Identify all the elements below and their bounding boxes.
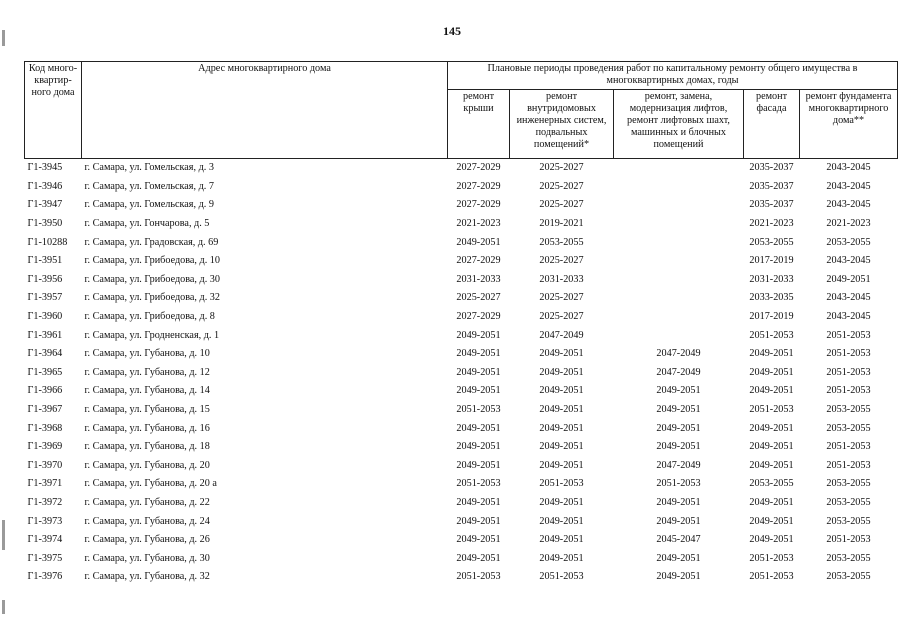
scan-edge-mark	[2, 30, 5, 46]
table-row	[25, 326, 898, 345]
cell-facade: 2053-2055	[749, 236, 794, 248]
capital-repair-table	[24, 61, 898, 587]
cell-code: Г1-3971	[27, 478, 63, 490]
cell-foundation: 2043-2045	[826, 255, 871, 267]
cell-facade: 2035-2037	[749, 180, 794, 192]
cell-foundation: 2053-2055	[826, 478, 871, 490]
cell-engineering: 2049-2051	[539, 496, 584, 508]
header-facade: ремонт фасада	[744, 90, 800, 159]
cell-foundation: 2051-2053	[826, 385, 871, 397]
cell-code: Г1-3976	[27, 571, 63, 583]
cell-lifts: 2049-2051	[656, 422, 701, 434]
table-row	[25, 438, 898, 457]
table-row	[25, 457, 898, 476]
header-code: Код много-квартир-ного дома	[25, 62, 82, 159]
cell-code: Г1-3970	[27, 459, 63, 471]
cell-foundation: 2051-2053	[826, 329, 871, 341]
cell-address: г. Самара, ул. Гомельская, д. 7	[84, 180, 214, 192]
cell-code: Г1-3972	[27, 496, 63, 508]
cell-address: г. Самара, ул. Губанова, д. 30	[84, 552, 210, 564]
cell-foundation: 2051-2053	[826, 534, 871, 546]
cell-facade: 2049-2051	[749, 422, 794, 434]
table-row	[25, 568, 898, 587]
cell-address: г. Самара, ул. Гончарова, д. 5	[84, 218, 210, 230]
cell-address: г. Самара, ул. Грибоедова, д. 10	[84, 255, 220, 267]
cell-facade: 2017-2019	[749, 311, 794, 323]
cell-roof: 2027-2029	[456, 255, 501, 267]
header-roof: ремонт крыши	[448, 90, 510, 159]
cell-engineering: 2049-2051	[539, 441, 584, 453]
cell-engineering: 2025-2027	[539, 311, 584, 323]
table-row	[25, 196, 898, 215]
cell-engineering: 2049-2051	[539, 404, 584, 416]
scan-edge-mark	[2, 600, 5, 614]
cell-lifts	[614, 196, 744, 215]
cell-address: г. Самара, ул. Градовская, д. 69	[84, 236, 219, 248]
header-periods-group: Плановые периоды проведения работ по капитальному ремонту общего имущества в многоквартирных домах, годы	[448, 62, 898, 90]
cell-address: г. Самара, ул. Губанова, д. 15	[84, 404, 210, 416]
header-lifts: ремонт, замена, модернизация лифтов, ремонт лифтовых шахт, машинных и блочных помещений	[614, 90, 744, 159]
cell-roof: 2027-2029	[456, 199, 501, 211]
cell-roof: 2025-2027	[456, 292, 501, 304]
cell-lifts	[614, 159, 744, 178]
cell-roof: 2049-2051	[456, 534, 501, 546]
cell-lifts: 2045-2047	[656, 534, 701, 546]
cell-foundation: 2053-2055	[826, 404, 871, 416]
cell-facade: 2049-2051	[749, 366, 794, 378]
cell-roof: 2049-2051	[456, 496, 501, 508]
cell-facade: 2049-2051	[749, 348, 794, 360]
cell-roof: 2049-2051	[456, 236, 501, 248]
scan-edge-mark	[2, 520, 5, 550]
cell-facade: 2033-2035	[749, 292, 794, 304]
cell-facade: 2051-2053	[749, 552, 794, 564]
cell-foundation: 2053-2055	[826, 496, 871, 508]
cell-facade: 2051-2053	[749, 571, 794, 583]
page-number: 145	[443, 24, 461, 38]
cell-address: г. Самара, ул. Губанова, д. 12	[84, 366, 210, 378]
cell-roof: 2031-2033	[456, 273, 501, 285]
cell-lifts	[614, 178, 744, 197]
cell-foundation: 2053-2055	[826, 515, 871, 527]
cell-facade: 2049-2051	[749, 534, 794, 546]
cell-lifts: 2049-2051	[656, 552, 701, 564]
cell-lifts: 2049-2051	[656, 571, 701, 583]
cell-engineering: 2025-2027	[539, 292, 584, 304]
cell-facade: 2049-2051	[749, 459, 794, 471]
cell-code: Г1-3946	[27, 180, 63, 192]
cell-code: Г1-3966	[27, 385, 63, 397]
cell-lifts: 2047-2049	[656, 459, 701, 471]
cell-foundation: 2053-2055	[826, 552, 871, 564]
cell-foundation: 2053-2055	[826, 422, 871, 434]
cell-roof: 2027-2029	[456, 162, 501, 174]
cell-engineering: 2019-2021	[539, 218, 584, 230]
table-row	[25, 178, 898, 197]
cell-engineering: 2025-2027	[539, 162, 584, 174]
cell-address: г. Самара, ул. Губанова, д. 32	[84, 571, 210, 583]
cell-foundation: 2043-2045	[826, 199, 871, 211]
table-row	[25, 494, 898, 513]
cell-foundation: 2051-2053	[826, 348, 871, 360]
cell-roof: 2049-2051	[456, 366, 501, 378]
cell-roof: 2027-2029	[456, 311, 501, 323]
cell-foundation: 2053-2055	[826, 236, 871, 248]
cell-roof: 2049-2051	[456, 459, 501, 471]
cell-address: г. Самара, ул. Гомельская, д. 9	[84, 199, 214, 211]
cell-facade: 2035-2037	[749, 199, 794, 211]
cell-facade: 2053-2055	[749, 478, 794, 490]
cell-engineering: 2031-2033	[539, 273, 584, 285]
cell-engineering: 2049-2051	[539, 459, 584, 471]
cell-roof: 2049-2051	[456, 552, 501, 564]
cell-lifts: 2049-2051	[656, 496, 701, 508]
cell-foundation: 2021-2023	[826, 218, 871, 230]
cell-code: Г1-3974	[27, 534, 63, 546]
table-row	[25, 159, 898, 178]
cell-engineering: 2047-2049	[539, 329, 584, 341]
cell-roof: 2049-2051	[456, 385, 501, 397]
cell-address: г. Самара, ул. Губанова, д. 24	[84, 515, 210, 527]
cell-code: Г1-3975	[27, 552, 63, 564]
table-row	[25, 419, 898, 438]
cell-address: г. Самара, ул. Грибоедова, д. 30	[84, 273, 220, 285]
cell-foundation: 2051-2053	[826, 441, 871, 453]
cell-lifts	[614, 252, 744, 271]
cell-code: Г1-3950	[27, 218, 63, 230]
cell-code: Г1-3969	[27, 441, 63, 453]
cell-engineering: 2053-2055	[539, 236, 584, 248]
cell-engineering: 2049-2051	[539, 515, 584, 527]
table-row	[25, 233, 898, 252]
cell-code: Г1-3961	[27, 329, 63, 341]
cell-roof: 2049-2051	[456, 329, 501, 341]
cell-facade: 2049-2051	[749, 515, 794, 527]
cell-lifts	[614, 271, 744, 290]
cell-engineering: 2025-2027	[539, 199, 584, 211]
cell-facade: 2017-2019	[749, 255, 794, 267]
cell-lifts: 2051-2053	[656, 478, 701, 490]
cell-address: г. Самара, ул. Губанова, д. 22	[84, 496, 210, 508]
cell-roof: 2021-2023	[456, 218, 501, 230]
cell-code: Г1-3945	[27, 162, 63, 174]
table-row	[25, 215, 898, 234]
cell-lifts	[614, 215, 744, 234]
cell-facade: 2049-2051	[749, 441, 794, 453]
table-row	[25, 531, 898, 550]
cell-engineering: 2051-2053	[539, 478, 584, 490]
cell-facade: 2021-2023	[749, 218, 794, 230]
table-row	[25, 512, 898, 531]
cell-engineering: 2049-2051	[539, 385, 584, 397]
cell-roof: 2049-2051	[456, 422, 501, 434]
cell-facade: 2051-2053	[749, 329, 794, 341]
cell-lifts: 2047-2049	[656, 348, 701, 360]
table-row	[25, 252, 898, 271]
cell-lifts: 2049-2051	[656, 441, 701, 453]
cell-code: Г1-10288	[27, 236, 68, 248]
cell-facade: 2049-2051	[749, 496, 794, 508]
cell-foundation: 2043-2045	[826, 180, 871, 192]
cell-facade: 2035-2037	[749, 162, 794, 174]
cell-foundation: 2053-2055	[826, 571, 871, 583]
cell-lifts: 2049-2051	[656, 404, 701, 416]
table-row	[25, 271, 898, 290]
cell-code: Г1-3957	[27, 292, 63, 304]
table-row	[25, 401, 898, 420]
header-foundation: ремонт фундамента многоквартирного дома**	[800, 90, 898, 159]
cell-lifts	[614, 326, 744, 345]
cell-foundation: 2043-2045	[826, 292, 871, 304]
cell-address: г. Самара, ул. Губанова, д. 20 а	[84, 478, 217, 490]
cell-roof: 2051-2053	[456, 478, 501, 490]
cell-lifts: 2049-2051	[656, 515, 701, 527]
cell-engineering: 2049-2051	[539, 348, 584, 360]
cell-address: г. Самара, ул. Губанова, д. 18	[84, 441, 210, 453]
cell-roof: 2027-2029	[456, 180, 501, 192]
table-row	[25, 289, 898, 308]
table-row	[25, 549, 898, 568]
cell-facade: 2049-2051	[749, 385, 794, 397]
table-row	[25, 475, 898, 494]
cell-roof: 2049-2051	[456, 348, 501, 360]
cell-facade: 2031-2033	[749, 273, 794, 285]
cell-foundation: 2051-2053	[826, 366, 871, 378]
cell-roof: 2049-2051	[456, 441, 501, 453]
cell-engineering: 2049-2051	[539, 366, 584, 378]
cell-facade: 2051-2053	[749, 404, 794, 416]
cell-lifts	[614, 289, 744, 308]
cell-roof: 2051-2053	[456, 571, 501, 583]
table-row	[25, 308, 898, 327]
cell-address: г. Самара, ул. Грибоедова, д. 32	[84, 292, 220, 304]
cell-engineering: 2025-2027	[539, 180, 584, 192]
cell-lifts	[614, 233, 744, 252]
header-engineering: ремонт внутридомовых инженерных систем, подвальных помещений*	[510, 90, 614, 159]
cell-roof: 2049-2051	[456, 515, 501, 527]
cell-lifts	[614, 308, 744, 327]
table-row	[25, 364, 898, 383]
cell-lifts: 2047-2049	[656, 366, 701, 378]
cell-code: Г1-3964	[27, 348, 63, 360]
cell-engineering: 2025-2027	[539, 255, 584, 267]
cell-address: г. Самара, ул. Губанова, д. 26	[84, 534, 210, 546]
cell-address: г. Самара, ул. Губанова, д. 14	[84, 385, 210, 397]
cell-address: г. Самара, ул. Гомельская, д. 3	[84, 162, 214, 174]
table-row	[25, 382, 898, 401]
cell-code: Г1-3965	[27, 366, 63, 378]
cell-code: Г1-3951	[27, 255, 63, 267]
cell-code: Г1-3973	[27, 515, 63, 527]
cell-engineering: 2049-2051	[539, 422, 584, 434]
cell-address: г. Самара, ул. Губанова, д. 10	[84, 348, 210, 360]
cell-code: Г1-3968	[27, 422, 63, 434]
table-body	[25, 159, 898, 587]
cell-foundation: 2049-2051	[826, 273, 871, 285]
cell-engineering: 2049-2051	[539, 552, 584, 564]
cell-code: Г1-3947	[27, 199, 63, 211]
header-address: Адрес многоквартирного дома	[82, 62, 448, 159]
cell-code: Г1-3967	[27, 404, 63, 416]
cell-code: Г1-3960	[27, 311, 63, 323]
cell-foundation: 2043-2045	[826, 162, 871, 174]
cell-code: Г1-3956	[27, 273, 63, 285]
cell-address: г. Самара, ул. Гродненская, д. 1	[84, 329, 220, 341]
table-row	[25, 345, 898, 364]
cell-roof: 2051-2053	[456, 404, 501, 416]
cell-engineering: 2051-2053	[539, 571, 584, 583]
cell-engineering: 2049-2051	[539, 534, 584, 546]
cell-address: г. Самара, ул. Губанова, д. 16	[84, 422, 210, 434]
cell-foundation: 2043-2045	[826, 311, 871, 323]
cell-address: г. Самара, ул. Губанова, д. 20	[84, 459, 210, 471]
cell-lifts: 2049-2051	[656, 385, 701, 397]
cell-address: г. Самара, ул. Грибоедова, д. 8	[84, 311, 215, 323]
cell-foundation: 2051-2053	[826, 459, 871, 471]
